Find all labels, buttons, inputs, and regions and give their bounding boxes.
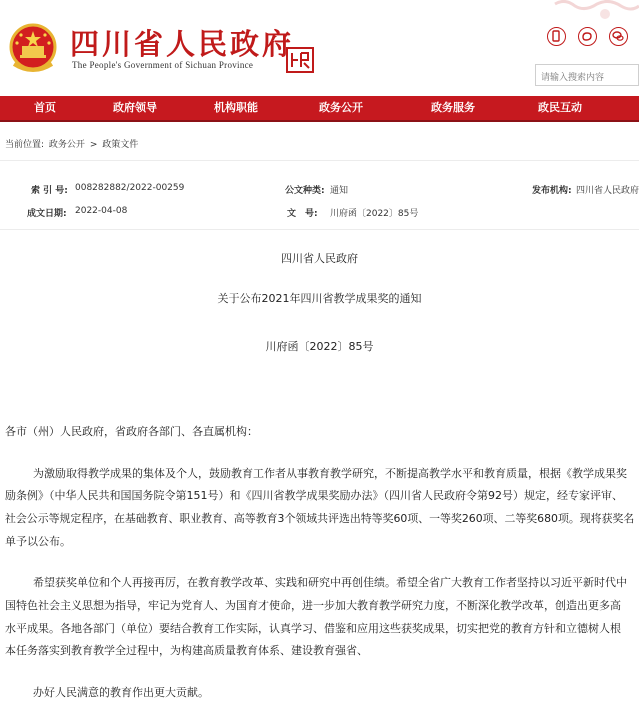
search-box[interactable] xyxy=(535,64,639,86)
document-number: 川府函〔2022〕85号 xyxy=(265,340,374,353)
nav-item-interaction[interactable]: 政民互动 xyxy=(538,101,582,114)
nav-item-functions[interactable]: 机构职能 xyxy=(214,101,258,114)
nav-item-disclosure[interactable]: 政务公开 xyxy=(319,101,363,114)
doc-category-label: 公文种类: xyxy=(285,186,325,196)
doc-number-label: 文 号: xyxy=(287,209,318,219)
breadcrumb-separator: > xyxy=(89,140,98,150)
doc-number-value: 川府函〔2022〕85号 xyxy=(330,209,419,219)
mobile-icon[interactable] xyxy=(547,27,566,46)
paragraph-line: 国特色社会主义思想为指导，牢记为党育人、为国育才使命，进一步加大教育教学研究力度，不断深化教学改革，创造出更多高 xyxy=(5,599,621,612)
index-number-value: 008282882/2022-00259 xyxy=(75,183,185,193)
search-input[interactable] xyxy=(541,69,637,87)
salutation: 各市（州）人民政府，省政府各部门、各直属机构： xyxy=(5,425,258,438)
closing-line: 办好人民满意的教育作出更大贡献。 xyxy=(33,686,209,699)
doc-category-value: 通知 xyxy=(330,186,349,196)
decorative-pattern-icon xyxy=(545,0,639,24)
nav-item-leaders[interactable]: 政府领导 xyxy=(113,101,157,114)
document-meta-table xyxy=(0,160,639,230)
paragraph-line: 本任务落实到教育教学全过程中，为构建高质量教育体系、建设教育强省、 xyxy=(5,644,368,657)
document-issuer: 四川省人民政府 xyxy=(281,252,358,265)
site-subtitle: The People's Government of Sichuan Province xyxy=(72,60,254,70)
index-number-label: 索 引 号: xyxy=(31,186,68,196)
written-date-value: 2022-04-08 xyxy=(75,206,128,216)
paragraph-line: 为激励取得教学成果的集体及个人，鼓励教育工作者从事教育教学研究，不断提高教学水平和教育质量，根据《教学成果奖 xyxy=(33,467,627,480)
breadcrumb xyxy=(5,137,140,150)
seal-logo-icon xyxy=(286,47,314,73)
wechat-icon[interactable] xyxy=(609,27,628,46)
written-date-label: 成文日期: xyxy=(27,209,67,219)
breadcrumb-prefix: 当前位置: xyxy=(5,140,45,150)
paragraph-line: 励条例》（中华人民共和国国务院令第151号）和《四川省教学成果奖励办法》（四川省人民政府令第92号）规定，经专家评审、 xyxy=(5,489,623,502)
paragraph-line: 社会公示等规定程序，在基础教育、职业教育、高等教育3个领域共评选出特等奖60项、一等奖260项、二等奖680项。现将获奖名 xyxy=(5,512,635,525)
paragraph-line: 水平成果。各地各部门（单位）要结合教育工作实际，认真学习、借鉴和应用这些获奖成果，切实把党的教育方针和立德树人根 xyxy=(5,622,621,635)
issuer-label: 发布机构: xyxy=(532,186,572,196)
issuer-value: 四川省人民政府 xyxy=(576,186,639,196)
breadcrumb-link-policy[interactable]: 政策文件 xyxy=(102,140,139,150)
nav-item-services[interactable]: 政务服务 xyxy=(431,101,475,114)
breadcrumb-link-disclosure[interactable]: 政务公开 xyxy=(48,140,85,150)
nav-item-home[interactable]: 首页 xyxy=(34,101,56,114)
national-emblem-icon xyxy=(6,20,60,76)
document-title: 关于公布2021年四川省教学成果奖的通知 xyxy=(217,292,422,305)
site-title: 四川省人民政府 xyxy=(70,27,295,61)
paragraph-line: 希望获奖单位和个人再接再厉，在教育教学改革、实践和研究中再创佳绩。希望全省广大教育工作者坚持以习近平新时代中 xyxy=(33,576,627,589)
site-header xyxy=(0,0,639,96)
weibo-icon[interactable] xyxy=(578,27,597,46)
main-nav xyxy=(0,96,639,122)
paragraph-line: 单予以公布。 xyxy=(5,535,71,548)
